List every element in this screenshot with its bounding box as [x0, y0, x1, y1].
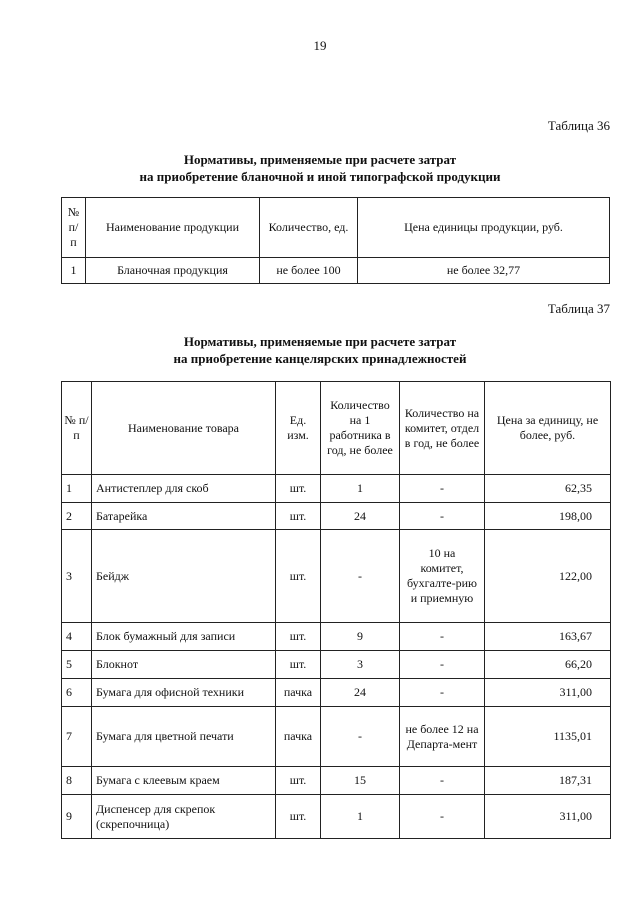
table-36-header-qty: Количество, ед. — [260, 198, 358, 258]
table-36-header-price: Цена единицы продукции, руб. — [358, 198, 610, 258]
table-37-cell-price: 122,00 — [485, 530, 611, 623]
table-37-header-num: № п/п — [62, 382, 92, 475]
table-37-label: Таблица 37 — [547, 301, 610, 316]
table-37-cell-name: Блокнот — [92, 651, 276, 679]
table-37-cell-qty-worker: 24 — [321, 503, 400, 530]
table-37-header-qty-dept: Количество на комитет, отдел в год, не более — [400, 382, 485, 475]
table-37-cell-qty-dept: 10 на комитет, бухгалте-рию и приемную — [400, 530, 485, 623]
table-row — [62, 651, 611, 679]
table-36-cell-price: не более 32,77 — [358, 258, 610, 284]
table-37-cell-num: 2 — [62, 503, 92, 530]
table-37-cell-name: Бумага для цветной печати — [92, 707, 276, 767]
table-36-heading-line-1: Нормативы, применяемые при расчете затрат — [183, 152, 457, 167]
table-37-cell-qty-dept: - — [400, 651, 485, 679]
table-37-cell-qty-worker: 1 — [321, 475, 400, 503]
table-37-cell-price: 198,00 — [485, 503, 611, 530]
table-37-cell-name: Бейдж — [92, 530, 276, 623]
table-37-heading-line-1: Нормативы, применяемые при расчете затрат — [183, 334, 457, 349]
table-36-cell-name: Бланочная продукция — [86, 258, 260, 284]
table-36-header-num: № п/ п — [62, 198, 86, 258]
table-37-cell-num: 4 — [62, 623, 92, 651]
table-row — [62, 623, 611, 651]
table-37-header-name: Наименование товара — [92, 382, 276, 475]
table-37-cell-price: 187,31 — [485, 767, 611, 795]
table-37-cell-unit: шт. — [276, 503, 321, 530]
table-37-cell-unit: шт. — [276, 767, 321, 795]
table-37-header-price: Цена за единицу, не более, руб. — [485, 382, 611, 475]
table-36 — [61, 197, 610, 284]
table-row — [62, 530, 611, 623]
table-37-cell-price: 66,20 — [485, 651, 611, 679]
table-37-cell-num: 6 — [62, 679, 92, 707]
table-37-cell-qty-worker: 3 — [321, 651, 400, 679]
table-37 — [61, 381, 611, 839]
table-37-cell-unit: шт. — [276, 651, 321, 679]
table-37-cell-name: Блок бумажный для записи — [92, 623, 276, 651]
table-row — [62, 795, 611, 839]
table-37-cell-unit: пачка — [276, 707, 321, 767]
table-row — [62, 258, 610, 284]
table-37-cell-num: 7 — [62, 707, 92, 767]
table-row — [62, 503, 611, 530]
table-36-header-name: Наименование продукции — [86, 198, 260, 258]
table-37-cell-qty-dept: не более 12 на Департа-мент — [400, 707, 485, 767]
table-37-cell-unit: шт. — [276, 475, 321, 503]
table-37-cell-qty-dept: - — [400, 679, 485, 707]
table-36-cell-qty: не более 100 — [260, 258, 358, 284]
page-number: 19 — [313, 38, 327, 53]
table-37-cell-qty-worker: - — [321, 707, 400, 767]
table-37-cell-num: 3 — [62, 530, 92, 623]
table-37-cell-qty-dept: - — [400, 475, 485, 503]
table-row — [62, 679, 611, 707]
table-36-header-row — [62, 198, 610, 258]
table-37-cell-num: 1 — [62, 475, 92, 503]
table-37-cell-num: 5 — [62, 651, 92, 679]
table-row — [62, 767, 611, 795]
table-37-cell-unit: пачка — [276, 679, 321, 707]
table-37-cell-price: 311,00 — [485, 679, 611, 707]
table-37-cell-name: Батарейка — [92, 503, 276, 530]
table-37-cell-qty-worker: 24 — [321, 679, 400, 707]
table-37-cell-qty-worker: 15 — [321, 767, 400, 795]
table-37-cell-unit: шт. — [276, 623, 321, 651]
table-row — [62, 707, 611, 767]
table-37-cell-name: Диспенсер для скрепок (скрепочница) — [92, 795, 276, 839]
table-37-cell-name: Антистеплер для скоб — [92, 475, 276, 503]
table-37-cell-name: Бумага с клеевым краем — [92, 767, 276, 795]
table-37-cell-num: 9 — [62, 795, 92, 839]
table-37-cell-name: Бумага для офисной техники — [92, 679, 276, 707]
table-36-cell-num: 1 — [62, 258, 86, 284]
table-37-header-row — [62, 382, 611, 475]
table-37-cell-qty-dept: - — [400, 503, 485, 530]
table-37-cell-qty-dept: - — [400, 795, 485, 839]
table-37-cell-price: 62,35 — [485, 475, 611, 503]
table-37-cell-qty-worker: - — [321, 530, 400, 623]
table-37-cell-price: 163,67 — [485, 623, 611, 651]
table-37-heading-line-2: на приобретение канцелярских принадлежностей — [173, 351, 467, 366]
table-37-cell-price: 1135,01 — [485, 707, 611, 767]
table-37-header-qty-worker: Количество на 1 работника в год, не более — [321, 382, 400, 475]
table-37-cell-unit: шт. — [276, 530, 321, 623]
table-36-label: Таблица 36 — [547, 118, 610, 133]
table-36-heading — [0, 151, 640, 185]
table-row — [62, 475, 611, 503]
table-37-cell-unit: шт. — [276, 795, 321, 839]
table-37-cell-qty-worker: 9 — [321, 623, 400, 651]
table-37-cell-num: 8 — [62, 767, 92, 795]
table-37-cell-qty-dept: - — [400, 623, 485, 651]
table-36-heading-line-2: на приобретение бланочной и иной типографской продукции — [139, 169, 501, 184]
table-37-cell-qty-dept: - — [400, 767, 485, 795]
table-37-cell-qty-worker: 1 — [321, 795, 400, 839]
table-37-header-unit: Ед. изм. — [276, 382, 321, 475]
table-37-heading — [0, 333, 640, 367]
table-37-cell-price: 311,00 — [485, 795, 611, 839]
